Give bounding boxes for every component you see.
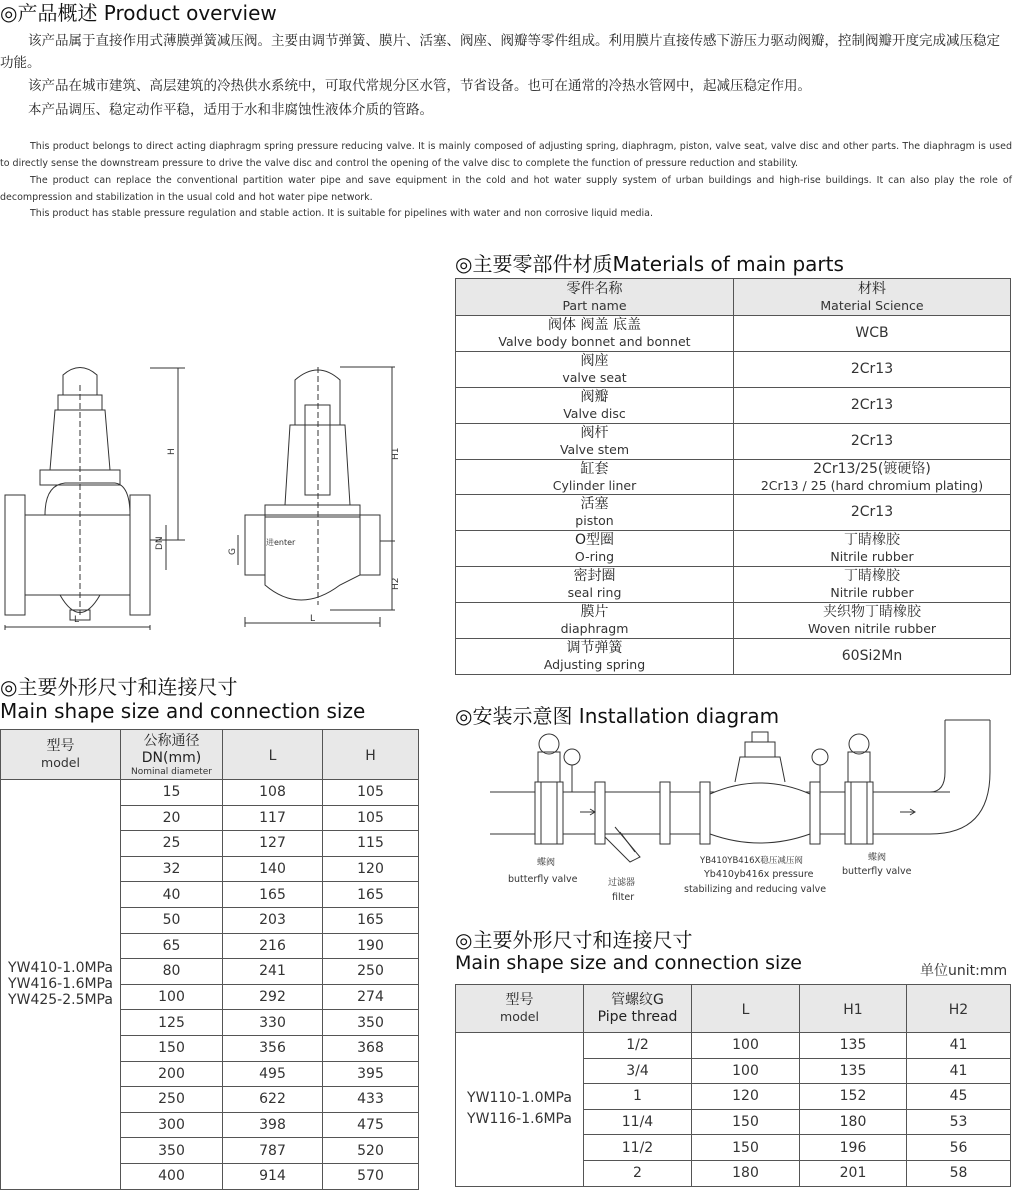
table1-cell-H: 475 [323,1112,419,1138]
materials-row [456,423,1011,459]
overview-cn-paragraph-3: 本产品调压、稳定动作平稳，适用于水和非腐蚀性液体介质的管路。 [28,102,433,118]
table2-title-en: Main shape size and connection size [455,952,803,974]
table1-cell-H: 165 [323,907,419,933]
materials-table [455,278,1011,675]
materials-part-cell: 调节弹簧 Adjusting spring [456,639,734,675]
table1-cell-L: 241 [223,959,323,985]
installation-diagram [480,712,1014,907]
table2-cell-H2: 56 [907,1135,1011,1161]
table2-header-L: L [692,985,800,1033]
materials-material-cell: 夹织物丁睛橡胶 Woven nitrile rubber [734,603,1011,639]
table1-header-L: L [223,730,323,780]
table2-cell-H2: 58 [907,1160,1011,1186]
table1-cell-dn: 32 [121,856,223,882]
materials-material-cell: 2Cr13 [734,495,1011,531]
table1-cell-dn: 20 [121,805,223,831]
overview-en-paragraph-1: This product belongs to direct acting diaphragm spring pressure reducing valve. It is mainly composed of adjusting spring, diaphragm, piston, valve seat, valve disc and other parts. The diaphragm is used to directly sense the downstream pressure to drive the valve disc and control the opening of the valve disc to complete the function of pressure reduction and stability. [0,141,1012,169]
table2-cell-g: 1 [584,1084,692,1110]
table2-cell-H1: 152 [800,1084,907,1110]
materials-part-cell: 密封圈 seal ring [456,567,734,603]
materials-row [456,603,1011,639]
table1-cell-H: 190 [323,933,419,959]
table2-header-H1: H1 [800,985,907,1033]
valve-technical-drawing [0,355,420,640]
table1-cell-dn: 65 [121,933,223,959]
table1-title-cn: ◎主要外形尺寸和连接尺寸 [0,675,238,699]
table1-cell-dn: 50 [121,907,223,933]
table1-cell-H: 105 [323,780,419,806]
table2-cell-H2: 53 [907,1109,1011,1135]
table1-cell-L: 330 [223,1010,323,1036]
table1-cell-L: 622 [223,1087,323,1113]
table2-cell-H1: 135 [800,1033,907,1059]
size-table-1 [0,729,419,1190]
table1-cell-dn: 15 [121,780,223,806]
table2-row [456,1033,1011,1059]
table1-cell-H: 274 [323,984,419,1010]
enter-label: 进enter [266,538,296,547]
table2-model-cell: YW110-1.0MPa YW116-1.6MPa [456,1033,584,1187]
table1-cell-H: 570 [323,1163,419,1189]
size-table-2 [455,984,1011,1187]
table2-cell-g: 11/4 [584,1109,692,1135]
table2-cell-H1: 180 [800,1109,907,1135]
materials-part-cell: 阀杆 Valve stem [456,423,734,459]
materials-title: ◎主要零部件材质Materials of main parts [455,252,844,276]
table1-cell-dn: 80 [121,959,223,985]
filter-label-cn: 过滤器 [608,878,636,888]
table1-header-dn: 公称通径 DN(mm) Nominal diameter [121,730,223,780]
table1-cell-dn: 200 [121,1061,223,1087]
dim-label-H2: H2 [391,577,401,590]
table1-cell-dn: 250 [121,1087,223,1113]
materials-material-cell: 2Cr13 [734,387,1011,423]
table2-cell-g: 1/2 [584,1033,692,1059]
table2-cell-H1: 196 [800,1135,907,1161]
butterfly-valve-right-cn: 蝶阀 [868,853,887,863]
table1-cell-H: 433 [323,1087,419,1113]
unit-label: 单位unit:mm [920,963,1008,979]
materials-header-material: 材料 Material Science [734,279,1011,316]
table1-cell-H: 395 [323,1061,419,1087]
dim-label-H: H [167,448,177,455]
table1-cell-H: 350 [323,1010,419,1036]
materials-row [456,316,1011,352]
materials-material-cell: 2Cr13 [734,351,1011,387]
overview-cn-paragraph-2: 该产品在城市建筑、高层建筑的冷热供水系统中，可取代常规分区水管，节省设备。也可在通常的冷热水管网中，起减压稳定作用。 [28,78,811,94]
table1-cell-dn: 350 [121,1138,223,1164]
overview-cn-paragraph-1: 该产品属于直接作用式薄膜弹簧减压阀。主要由调节弹簧、膜片、活塞、阀座、阀瓣等零件组成。利用膜片直接传感下游压力驱动阀瓣，控制阀瓣开度完成减压稳定功能。 [0,33,1000,71]
materials-part-cell: 阀座 valve seat [456,351,734,387]
table1-cell-H: 250 [323,959,419,985]
table1-cell-L: 356 [223,1035,323,1061]
dim-label-G: G [228,548,238,555]
table1-cell-H: 105 [323,805,419,831]
table1-title-en: Main shape size and connection size [0,699,366,723]
table1-cell-dn: 300 [121,1112,223,1138]
overview-en-paragraph-2: The product can replace the conventional partition water pipe and save equipment in the cold and hot water supply system of urban buildings and high-rise buildings. It can also play the role of decompression and stabilization in the usual cold and hot water pipe network. [0,175,1012,203]
table1-cell-H: 520 [323,1138,419,1164]
reducing-valve-label-1: YB410YB416X稳压减压阀 [700,856,803,866]
materials-material-cell: 丁睛橡胶 Nitrile rubber [734,531,1011,567]
reducing-valve-label-3: stabilizing and reducing valve [684,884,827,895]
materials-part-cell: 阀体 阀盖 底盖 Valve body bonnet and bonnet [456,316,734,352]
materials-row [456,459,1011,495]
table1-cell-L: 787 [223,1138,323,1164]
table1-cell-L: 203 [223,907,323,933]
materials-part-cell: 缸套 Cylinder liner [456,459,734,495]
materials-row [456,639,1011,675]
materials-row [456,531,1011,567]
materials-part-cell: O型圈 O-ring [456,531,734,567]
table2-header-H2: H2 [907,985,1011,1033]
butterfly-valve-left-en: butterfly valve [508,874,578,885]
table1-header-H: H [323,730,419,780]
materials-material-cell: 60Si2Mn [734,639,1011,675]
table1-cell-dn: 40 [121,882,223,908]
table1-cell-dn: 125 [121,1010,223,1036]
table1-row [1,780,419,806]
table1-cell-L: 495 [223,1061,323,1087]
butterfly-valve-left-cn: 蝶阀 [537,858,556,868]
table1-cell-L: 165 [223,882,323,908]
table2-header-g: 管螺纹G Pipe thread [584,985,692,1033]
table1-model-cell: YW410-1.0MPa YW416-1.6MPa YW425-2.5MPa [1,780,121,1190]
materials-material-cell: 丁睛橡胶 Nitrile rubber [734,567,1011,603]
install-title: ◎安装示意图 Installation diagram [455,704,780,728]
materials-header-part: 零件名称 Part name [456,279,734,316]
table2-cell-g: 3/4 [584,1058,692,1084]
reducing-valve-label-2: Yb410yb416x pressure [704,869,814,880]
table2-cell-L: 150 [692,1109,800,1135]
materials-material-cell: 2Cr13/25(镀硬铬) 2Cr13 / 25 (hard chromium plating) [734,459,1011,495]
left-flange-drawing [5,495,25,615]
table1-cell-L: 216 [223,933,323,959]
materials-row [456,387,1011,423]
table2-cell-H2: 41 [907,1033,1011,1059]
materials-part-cell: 膜片 diaphragm [456,603,734,639]
materials-part-cell: 活塞 piston [456,495,734,531]
butterfly-valve-right-en: butterfly valve [842,866,912,877]
table1-header-model: 型号 model [1,730,121,780]
table1-cell-dn: 100 [121,984,223,1010]
table1-cell-H: 115 [323,831,419,857]
table2-cell-H1: 135 [800,1058,907,1084]
table2-header-model: 型号 model [456,985,584,1033]
table1-cell-dn: 150 [121,1035,223,1061]
dim-label-DN: DN [155,536,165,550]
materials-material-cell: WCB [734,316,1011,352]
table1-cell-H: 368 [323,1035,419,1061]
overview-title: ◎产品概述 Product overview [0,1,277,25]
table1-cell-dn: 25 [121,831,223,857]
materials-material-cell: 2Cr13 [734,423,1011,459]
table1-cell-L: 914 [223,1163,323,1189]
materials-row [456,351,1011,387]
table2-cell-L: 100 [692,1033,800,1059]
table1-cell-dn: 400 [121,1163,223,1189]
table1-cell-H: 165 [323,882,419,908]
table2-title-cn: ◎主要外形尺寸和连接尺寸 [455,928,693,952]
filter-label-en: filter [612,892,635,903]
table1-cell-L: 108 [223,780,323,806]
table2-cell-L: 150 [692,1135,800,1161]
table1-cell-L: 117 [223,805,323,831]
table2-cell-g: 2 [584,1160,692,1186]
dim-label-L-right: L [310,614,316,624]
table2-cell-L: 100 [692,1058,800,1084]
table2-cell-g: 11/2 [584,1135,692,1161]
table1-cell-L: 398 [223,1112,323,1138]
overview-en-paragraph-3: This product has stable pressure regulation and stable action. It is suitable for pipelines with water and non corrosive liquid media. [30,208,653,219]
dim-label-H1: H1 [391,447,401,460]
table1-cell-L: 292 [223,984,323,1010]
table2-cell-H2: 45 [907,1084,1011,1110]
table1-cell-H: 120 [323,856,419,882]
table2-cell-H1: 201 [800,1160,907,1186]
materials-part-cell: 阀瓣 Valve disc [456,387,734,423]
table2-cell-L: 120 [692,1084,800,1110]
materials-row [456,567,1011,603]
materials-row [456,495,1011,531]
table2-cell-L: 180 [692,1160,800,1186]
table2-cell-H2: 41 [907,1058,1011,1084]
table1-cell-L: 127 [223,831,323,857]
dim-label-L-left: L [74,615,80,625]
table1-cell-L: 140 [223,856,323,882]
